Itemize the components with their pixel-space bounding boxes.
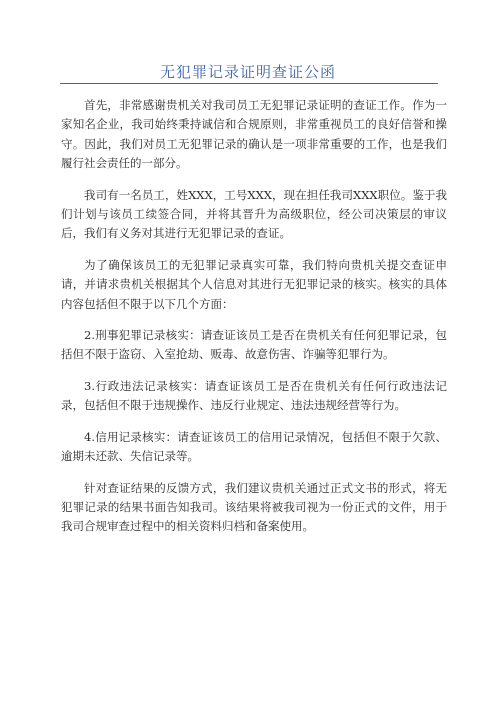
paragraph-employee-info: 我司有一名员工，姓XXX，工号XXX，现在担任我司XXX职位。鉴于我们计划与该员工续签合同，并将其晋升为高级职位，经公司决策层的审议后，我们有义务对其进行无犯罪记录的查证。 bbox=[61, 187, 447, 241]
paragraph-request: 为了确保该员工的无犯罪记录真实可靠，我们特向贵机关提交查证申请，并请求贵机关根据其个人信息对其进行无犯罪记录的核实。核实的具体内容包括但不限于以下几个方面： bbox=[61, 257, 447, 311]
paragraph-intro: 首先，非常感谢贵机关对我司员工无犯罪记录证明的查证工作。作为一家知名企业，我司始终秉持诚信和合规原则，非常重视员工的良好信誉和操守。因此，我们对员工无犯罪记录的确认是一项非常重要的工作，也是我们履行社会责任的一部分。 bbox=[61, 98, 447, 171]
paragraph-criminal-check: 2.刑事犯罪记录核实：请查证该员工是否在贵机关有任何犯罪记录，包括但不限于盗窃、入室抢劫、贩毒、故意伤害、诈骗等犯罪行为。 bbox=[61, 328, 447, 362]
paragraph-administrative-check: 3.行政违法记录核实：请查证该员工是否在贵机关有任何行政违法记录，包括但不限于违规操作、违反行业规定、违法违规经营等行为。 bbox=[61, 378, 447, 413]
title-underline bbox=[60, 83, 438, 84]
paragraph-feedback: 针对查证结果的反馈方式，我们建议贵机关通过正式文书的形式，将无犯罪记录的结果书面告知我司。该结果将被我司视为一份正式的文件，用于我司合规审查过程中的相关资料归档和备案使用。 bbox=[61, 480, 447, 534]
document-body bbox=[61, 96, 447, 549]
paragraph-credit-check: 4.信用记录核实：请查证该员工的信用记录情况，包括但不限于欠款、逾期未还款、失信记录等。 bbox=[61, 429, 447, 464]
document-title: 无犯罪记录证明查证公函 bbox=[159, 63, 336, 81]
